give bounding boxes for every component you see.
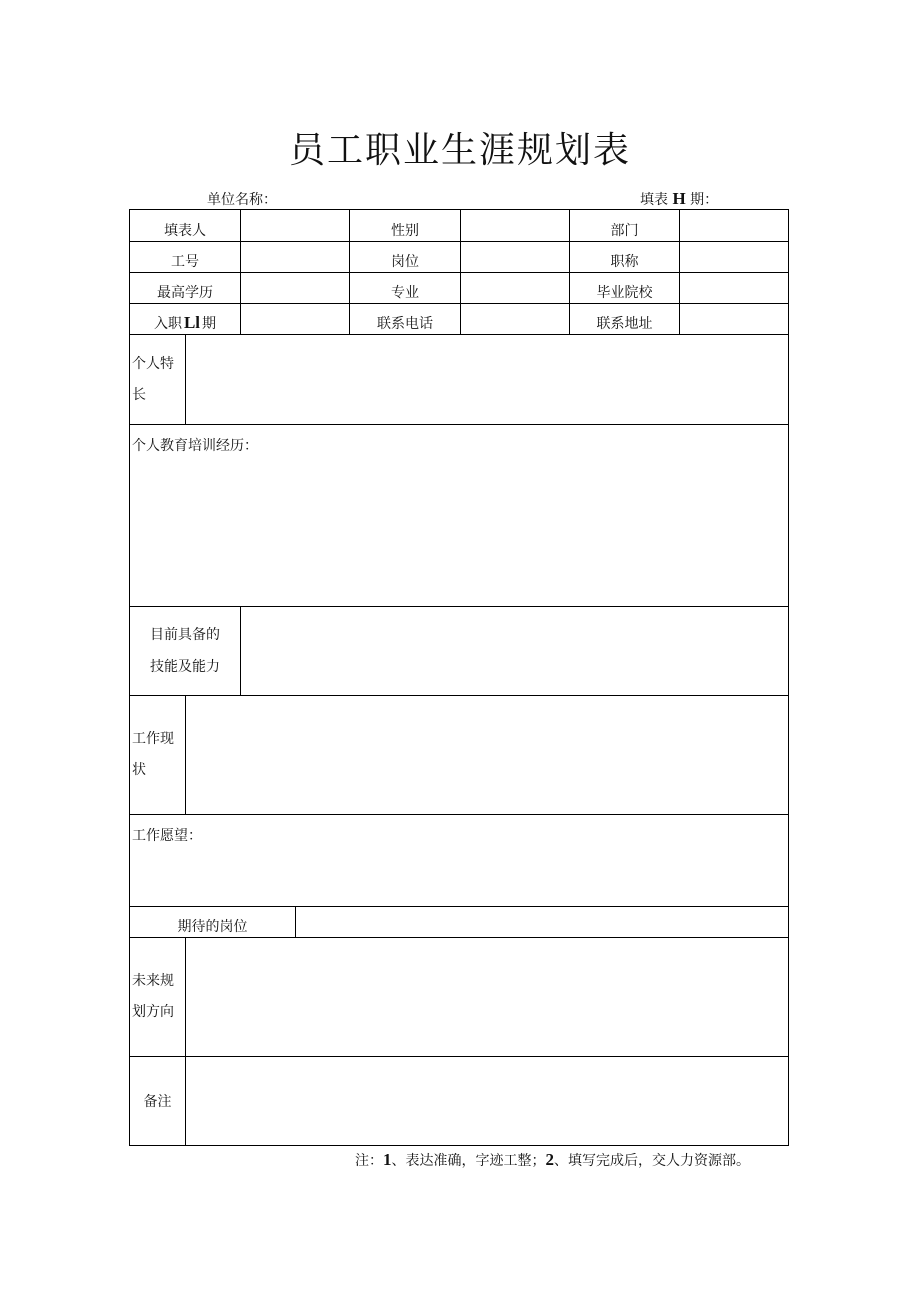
join-date-label: 入职 Ll 期	[130, 304, 241, 334]
table-row	[130, 815, 788, 907]
address-label: 联系地址	[570, 304, 680, 334]
join-date-field[interactable]	[241, 304, 350, 334]
specialty-label: 个人特 长	[130, 335, 186, 424]
table-row	[130, 938, 788, 1057]
unit-name-label: 单位名称：	[207, 192, 277, 208]
future-plan-field[interactable]	[186, 938, 788, 1056]
department-field[interactable]	[680, 210, 788, 241]
table-row	[130, 210, 788, 242]
table-row	[130, 273, 788, 304]
table-row	[130, 1057, 788, 1145]
work-status-label: 工作现 状	[130, 696, 186, 814]
gender-label: 性别	[350, 210, 461, 241]
employee-id-label: 工号	[130, 242, 241, 272]
skills-label: 目前具备的 技能及能力	[130, 607, 241, 695]
major-field[interactable]	[461, 273, 570, 303]
expected-position-label: 期待的岗位	[130, 907, 296, 937]
table-row	[130, 607, 788, 696]
employee-id-field[interactable]	[241, 242, 350, 272]
phone-field[interactable]	[461, 304, 570, 334]
major-label: 专业	[350, 273, 461, 303]
address-field[interactable]	[680, 304, 788, 334]
phone-label: 联系电话	[350, 304, 461, 334]
table-row	[130, 425, 788, 607]
remarks-label: 备注	[130, 1057, 186, 1145]
work-wish-label: 工作愿望：	[132, 828, 202, 844]
table-row	[130, 335, 788, 425]
education-history-label: 个人教育培训经历：	[132, 438, 258, 454]
education-history-field[interactable]	[130, 425, 788, 606]
work-wish-field[interactable]	[130, 815, 788, 906]
career-plan-table	[129, 209, 789, 1146]
work-status-field[interactable]	[186, 696, 788, 814]
remarks-field[interactable]	[186, 1057, 788, 1145]
education-level-field[interactable]	[241, 273, 350, 303]
gender-field[interactable]	[461, 210, 570, 241]
title-field[interactable]	[680, 242, 788, 272]
form-title: 员工职业生涯规划表	[288, 130, 631, 171]
fill-date-label: 填表 H 期：	[640, 189, 719, 208]
filler-label: 填表人	[130, 210, 241, 241]
title-label: 职称	[570, 242, 680, 272]
footnote: 注：1、表达准确，字迹工整；2、填写完成后，交人力资源部。	[355, 1150, 750, 1169]
table-row	[130, 242, 788, 273]
table-row	[130, 907, 788, 938]
specialty-field[interactable]	[186, 335, 788, 424]
table-row	[130, 304, 788, 335]
future-plan-label: 未来规 划方向	[130, 938, 186, 1056]
school-field[interactable]	[680, 273, 788, 303]
table-row	[130, 696, 788, 815]
filler-field[interactable]	[241, 210, 350, 241]
education-level-label: 最高学历	[130, 273, 241, 303]
school-label: 毕业院校	[570, 273, 680, 303]
department-label: 部门	[570, 210, 680, 241]
expected-position-field[interactable]	[296, 907, 788, 937]
skills-field[interactable]	[241, 607, 788, 695]
position-label: 岗位	[350, 242, 461, 272]
position-field[interactable]	[461, 242, 570, 272]
